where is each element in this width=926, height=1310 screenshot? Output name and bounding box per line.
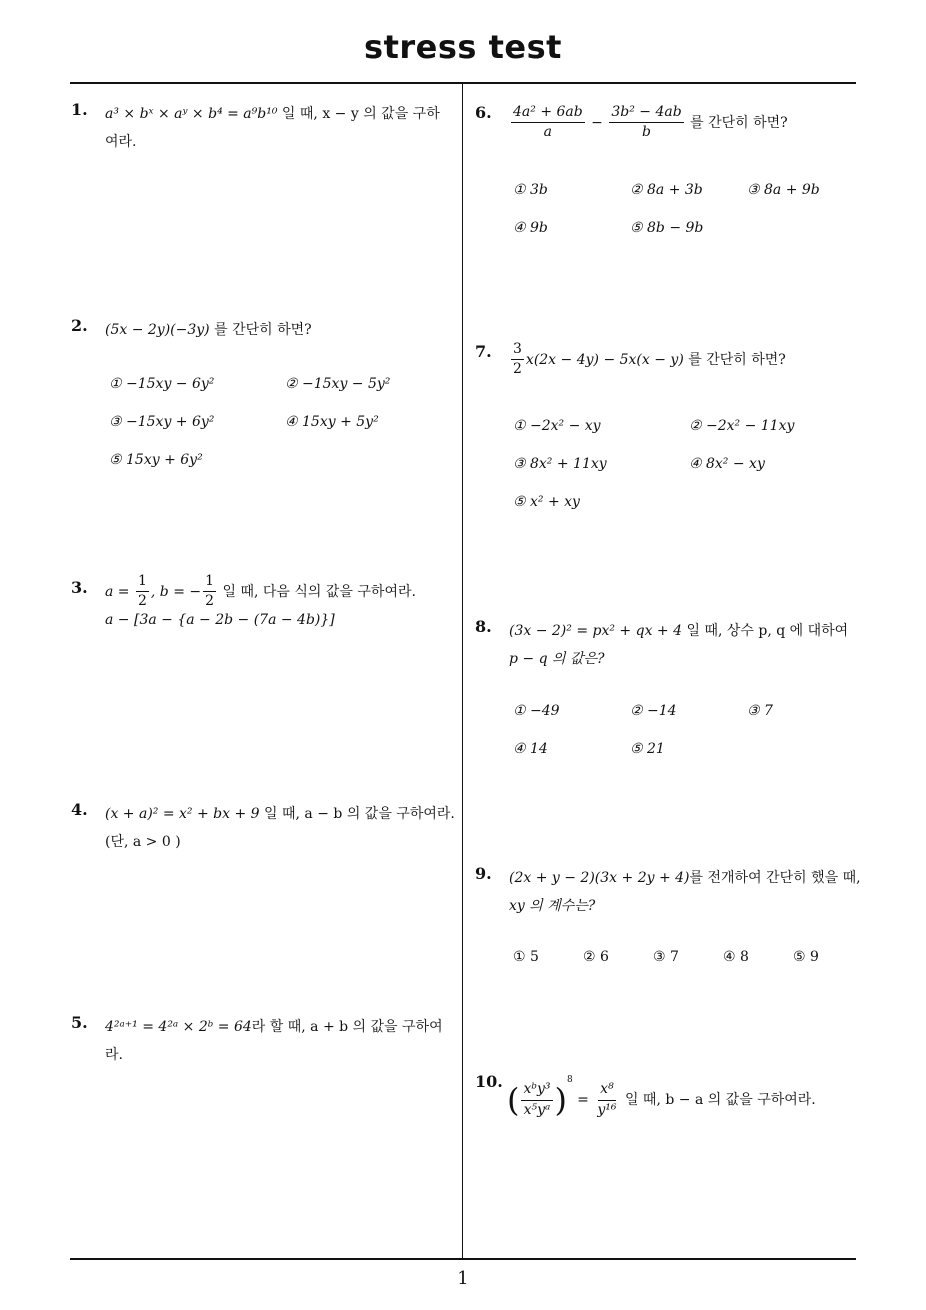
question-text: a³ × bˣ × aʸ × b⁴ = a⁹b¹⁰ 일 때, x − y 의 값을 구하 여라. <box>105 106 440 150</box>
question-9 <box>475 864 865 974</box>
question-number: 7. <box>475 342 492 361</box>
question-number: 2. <box>71 316 88 335</box>
bottom-rule <box>70 1258 856 1260</box>
question-number: 10. <box>475 1072 503 1091</box>
choice-5[interactable]: ⑤ 21 <box>630 741 665 757</box>
choice-1[interactable]: ① −49 <box>513 703 560 719</box>
choice-1[interactable]: ① −2x² − xy <box>513 418 601 434</box>
choice-2[interactable]: ② −15xy − 5y² <box>285 376 391 392</box>
question-1 <box>71 100 461 160</box>
question-6 <box>475 103 865 243</box>
choice-1[interactable]: ① 3b <box>513 182 548 198</box>
question-7 <box>475 342 865 517</box>
choice-5[interactable]: ⑤ x² + xy <box>513 494 580 510</box>
choice-1[interactable]: ① −15xy − 6y² <box>109 376 215 392</box>
choice-5[interactable]: ⑤ 9 <box>793 949 819 965</box>
choice-4[interactable]: ④ 8 <box>723 949 749 965</box>
question-10 <box>475 1072 865 1132</box>
question-number: 1. <box>71 100 88 119</box>
question-text: a = $\frac{1}{2}$ , b = − $\frac{1}{2}$ 일 때, 다음 식의 값을 구하여라. a − [3a − {a − 2b − (7a − 4b)}] <box>105 573 416 628</box>
choice-3[interactable]: ③ 7 <box>747 703 773 719</box>
question-3 <box>71 573 461 648</box>
question-text: 4²ᵃ⁺¹ = 4²ᵃ × 2ᵇ = 64라 할 때, a + b 의 값을 구하여 라. <box>105 1019 443 1063</box>
choice-2[interactable]: ② 8a + 3b <box>630 182 703 198</box>
question-4 <box>71 800 461 860</box>
question-number: 9. <box>475 864 492 883</box>
choice-3[interactable]: ③ 7 <box>653 949 679 965</box>
choice-3[interactable]: ③ 8x² + 11xy <box>513 456 607 472</box>
question-8 <box>475 617 865 767</box>
question-text: $\frac{3}{2}$ x(2x − 4y) − 5x(x − y) 를 간단히 하면? <box>513 341 786 378</box>
choice-2[interactable]: ② 6 <box>583 949 609 965</box>
question-text: (2x + y − 2)(3x + 2y + 4)를 전개하여 간단히 했을 때, xy 의 계수는? <box>509 870 861 914</box>
question-number: 3. <box>71 578 88 597</box>
choice-5[interactable]: ⑤ 15xy + 6y² <box>109 452 203 468</box>
question-text: (3x − 2)² = px² + qx + 4 일 때, 상수 p, q 에 대하여 p − q 의 값은? <box>509 623 849 667</box>
question-number: 4. <box>71 800 88 819</box>
question-text: ( $\frac{\text{xᵇy³}}{\text{x⁵yᵃ}}$ )$^8$ = $\frac{\text{x⁸}}{\text{y¹⁶}}$ 일 때, b − a 의 값을 구하여라. <box>507 1075 816 1119</box>
question-text: (5x − 2y)(−3y) 를 간단히 하면? <box>105 322 312 338</box>
question-number: 6. <box>475 103 492 122</box>
choice-2[interactable]: ② −14 <box>630 703 677 719</box>
question-number: 5. <box>71 1013 88 1032</box>
choice-4[interactable]: ④ 14 <box>513 741 548 757</box>
page-number: 1 <box>457 1268 469 1289</box>
question-2 <box>71 316 461 486</box>
choice-1[interactable]: ① 5 <box>513 949 539 965</box>
choice-4[interactable]: ④ 9b <box>513 220 548 236</box>
question-text: (x + a)² = x² + bx + 9 일 때, a − b 의 값을 구하여라. (단, a > 0 ) <box>105 806 455 850</box>
question-5 <box>71 1013 461 1073</box>
choice-3[interactable]: ③ 8a + 9b <box>747 182 820 198</box>
choice-4[interactable]: ④ 8x² − xy <box>689 456 765 472</box>
page-title: stress test <box>364 28 562 66</box>
choice-4[interactable]: ④ 15xy + 5y² <box>285 414 379 430</box>
question-text: $\frac{\text{4a² + 6ab}}{a}$ − $\frac{\text{3b² − 4ab}}{b}$ 를 간단히 하면? <box>513 104 788 141</box>
question-number: 8. <box>475 617 492 636</box>
choice-3[interactable]: ③ −15xy + 6y² <box>109 414 215 430</box>
choice-5[interactable]: ⑤ 8b − 9b <box>630 220 704 236</box>
column-divider <box>462 82 463 1258</box>
choice-2[interactable]: ② −2x² − 11xy <box>689 418 795 434</box>
